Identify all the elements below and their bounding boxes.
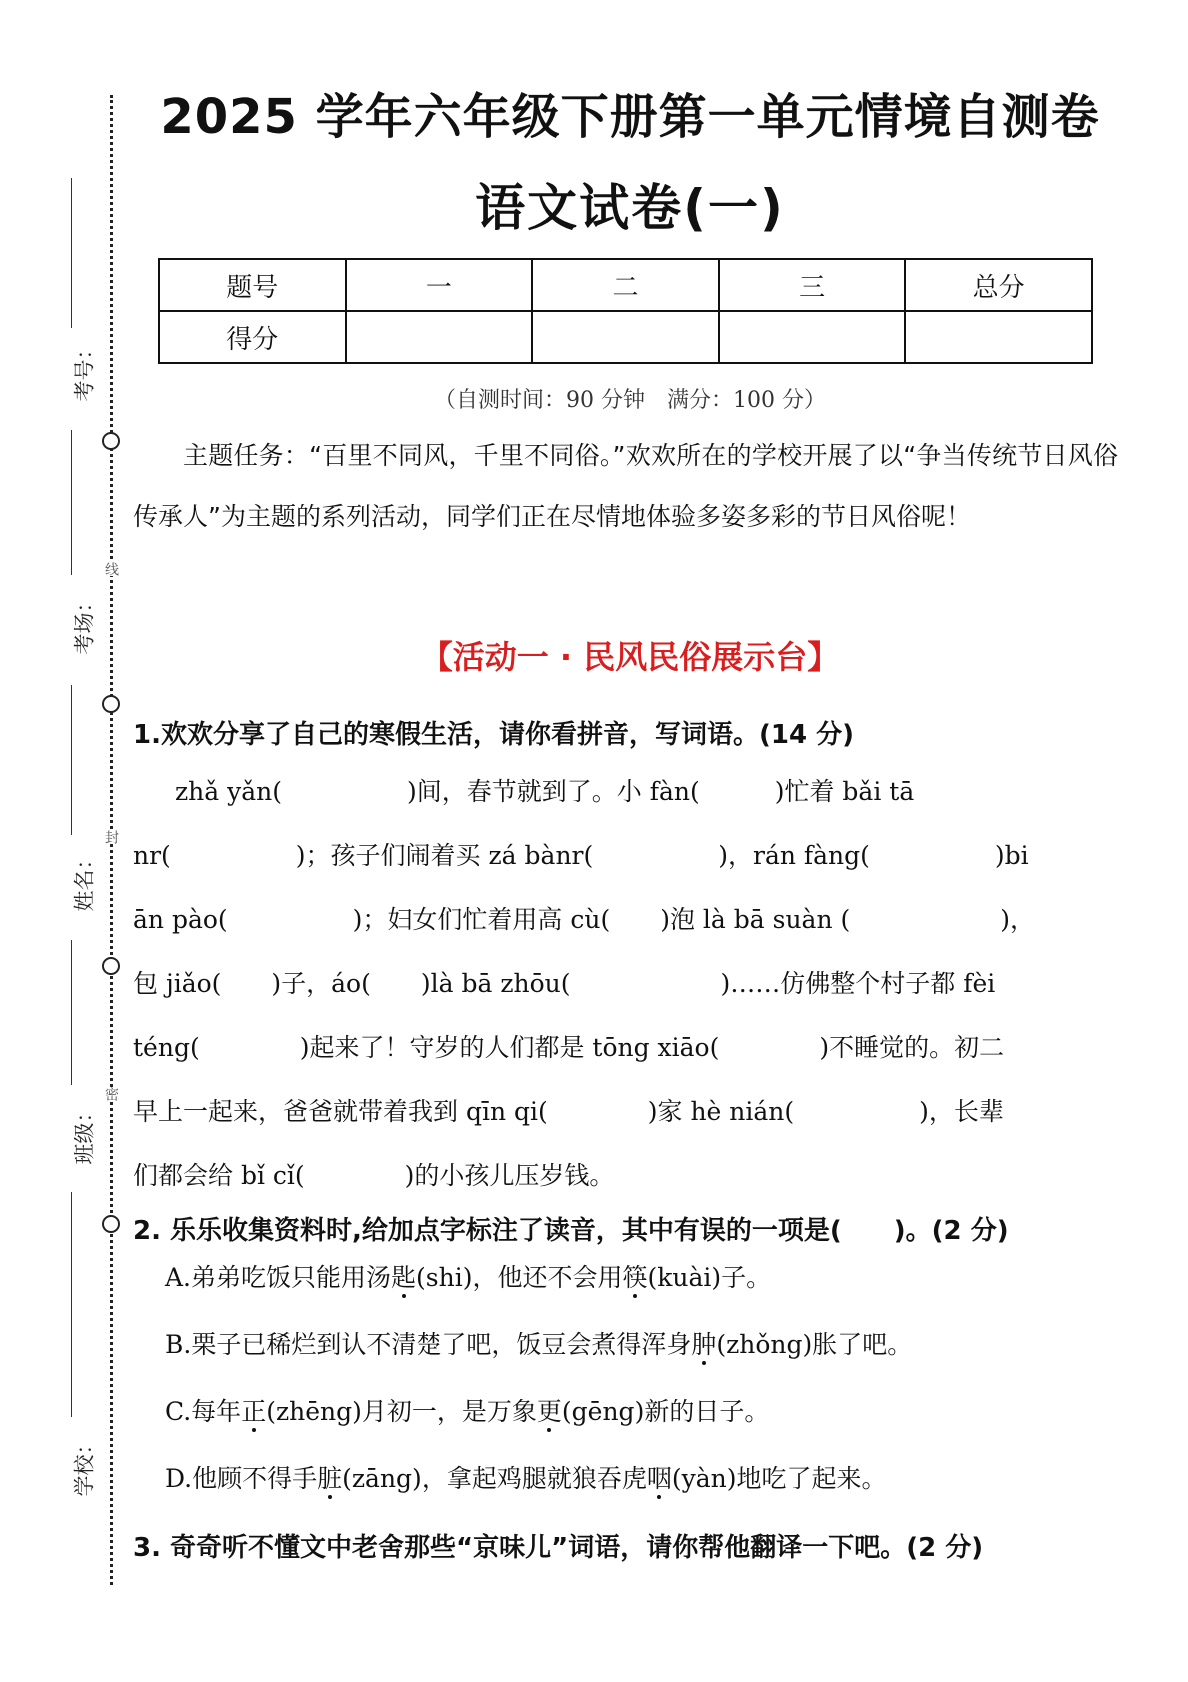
option-text: D.他顾不得手: [165, 1464, 318, 1493]
binding-hole-2: [102, 695, 120, 713]
binding-mark-seal: 封: [103, 830, 119, 844]
binding-hole-1: [102, 432, 120, 450]
dotted-char: 更: [537, 1392, 562, 1428]
option-text: (kuài)子。: [647, 1263, 772, 1292]
question-3-title: 3. 奇奇听不懂文中老舍那些“京味儿”词语，请你帮他翻译一下吧。(2 分): [133, 1533, 984, 1563]
option-a[interactable]: [165, 1258, 771, 1294]
score-cell-part1[interactable]: [346, 311, 533, 363]
theme-task-paragraph: 主题任务：“百里不同风，千里不同俗。”欢欢所在的学校开展了以“争当传统节日风俗传承人”为主题的系列活动，同学们正在尽情地体验多姿多彩的节日风俗呢！: [133, 441, 1118, 531]
score-row-label: 得分: [159, 311, 346, 363]
room-line[interactable]: [71, 430, 72, 575]
exam-time-and-score: （自测时间：90 分钟 满分：100 分）: [434, 388, 826, 413]
pinyin-line-text: 包 jiǎo( )子，áo( )là bā zhōu( )……仿佛整个村子都 fèi: [133, 969, 996, 998]
name-label: 姓名：: [72, 848, 97, 912]
question-1-title: 1.欢欢分享了自己的寒假生活，请你看拼音，写词语。(14 分): [133, 720, 854, 750]
school-label: 学校：: [72, 1433, 97, 1497]
score-table: [158, 258, 1093, 364]
exam-title: 2025 学年六年级下册第一单元情境自测卷: [160, 89, 1100, 145]
pinyin-line-text: ān pào( )；妇女们忙着用高 cù( )泡 là bā suàn ( )，: [133, 905, 1036, 934]
pinyin-line[interactable]: [133, 1080, 1118, 1144]
option-b[interactable]: [165, 1325, 912, 1361]
option-text: (yàn)地吃了起来。: [671, 1464, 887, 1493]
pinyin-line-text: téng( )起来了！守岁的人们都是 tōng xiāo( )不睡觉的。初二: [133, 1033, 1005, 1062]
pinyin-line[interactable]: [133, 952, 1118, 1016]
pinyin-line[interactable]: [133, 1016, 1118, 1080]
binding-hole-4: [102, 1215, 120, 1233]
dotted-char: 筷: [622, 1258, 647, 1294]
option-text: A.弟弟吃饭只能用汤: [165, 1263, 392, 1292]
score-header-cell: 题号: [159, 259, 346, 311]
score-table-score-row: [159, 311, 1092, 363]
option-text: (zāng)，拿起鸡腿就狼吞虎: [342, 1464, 647, 1493]
dotted-char: 正: [241, 1392, 266, 1428]
dotted-char: 肿: [691, 1325, 716, 1361]
option-text: B.栗子已稀烂到认不清楚了吧，饭豆会煮得浑身: [165, 1330, 692, 1359]
pinyin-line-text: nr( )；孩子们闹着买 zá bànr( )，rán fàng( )bi: [133, 841, 1029, 870]
score-table-header-row: [159, 259, 1092, 311]
option-text: (zhēng)月初一，是万象: [266, 1397, 537, 1426]
dotted-char: 匙: [391, 1258, 416, 1294]
score-header-cell: 二: [532, 259, 719, 311]
class-label: 班级：: [72, 1101, 97, 1165]
exam-no-line[interactable]: [71, 178, 72, 328]
dotted-char: 咽: [647, 1459, 672, 1495]
binding-hole-3: [102, 957, 120, 975]
pinyin-line-text: zhǎ yǎn( )间，春节就到了。小 fàn( )忙着 bǎi tā: [175, 777, 915, 806]
question-1-body: [133, 760, 1118, 1208]
exam-no-label: 考号：: [72, 338, 97, 402]
binding-mark-dense: 密: [103, 1087, 119, 1101]
score-cell-part3[interactable]: [719, 311, 906, 363]
pinyin-line[interactable]: [133, 1144, 1118, 1208]
score-cell-part2[interactable]: [532, 311, 719, 363]
score-header-cell: 一: [346, 259, 533, 311]
pinyin-line[interactable]: [133, 888, 1118, 952]
pinyin-line-text: 们都会给 bǐ cǐ( )的小孩儿压岁钱。: [133, 1161, 615, 1190]
pinyin-line[interactable]: [133, 824, 1118, 888]
option-c[interactable]: [165, 1392, 769, 1428]
option-d[interactable]: [165, 1459, 886, 1495]
section-activity-one: 【活动一 · 民风民俗展示台】: [420, 638, 840, 676]
score-cell-total[interactable]: [905, 311, 1092, 363]
name-line[interactable]: [71, 685, 72, 835]
option-text: (zhǒng)胀了吧。: [716, 1330, 913, 1359]
question-2-title: 2. 乐乐收集资料时,给加点字标注了读音，其中有误的一项是( )。(2 分): [133, 1216, 1009, 1246]
pinyin-line-text: 早上一起来，爸爸就带着我到 qīn qi( )家 hè nián( )，长辈: [133, 1097, 1004, 1126]
school-line[interactable]: [71, 1192, 72, 1417]
dotted-char: 脏: [317, 1459, 342, 1495]
option-text: (shi)，他还不会用: [416, 1263, 623, 1292]
score-header-cell: 总分: [905, 259, 1092, 311]
binding-mark-line: 线: [103, 562, 119, 576]
class-line[interactable]: [71, 940, 72, 1085]
exam-subtitle: 语文试卷(一): [475, 179, 785, 237]
option-text: C.每年: [165, 1397, 242, 1426]
room-label: 考场：: [72, 591, 97, 655]
score-header-cell: 三: [719, 259, 906, 311]
option-text: (gēng)新的日子。: [561, 1397, 770, 1426]
pinyin-line[interactable]: [133, 760, 1118, 824]
